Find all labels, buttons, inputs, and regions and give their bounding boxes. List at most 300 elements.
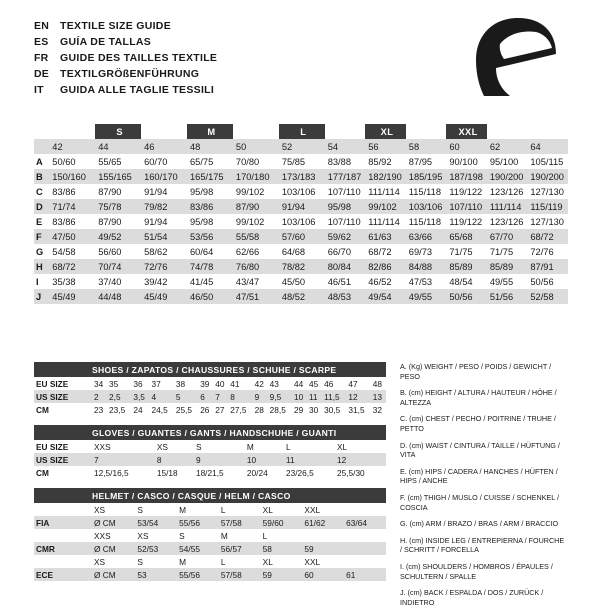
measurement-cell: 115/119	[527, 199, 568, 214]
measurement-cell: 63/66	[406, 229, 447, 244]
group-label-xl: XL	[365, 124, 406, 139]
measurement-cell: 87/90	[95, 214, 141, 229]
measurement-cell: 53/56	[187, 229, 233, 244]
legend-item: A. (Kg) WEIGHT / PESO / POIDS / GEWICHT / PESO	[400, 362, 552, 381]
size-cell-empty	[302, 529, 344, 542]
value-cell: L	[284, 440, 335, 453]
helmet-block-title: HELMET / CASCO / CASQUE / HELM / CASCO	[34, 488, 386, 503]
value-cell-empty	[344, 542, 386, 555]
helmet-block	[34, 488, 386, 581]
size-cell: XL	[261, 555, 303, 568]
shoes-eu-row	[34, 377, 386, 390]
row-label: CMR	[34, 542, 92, 555]
measurement-cell: 107/110	[325, 214, 366, 229]
size-cell: 62	[487, 139, 528, 154]
measurement-cell: 71/74	[49, 199, 95, 214]
measurement-cell: 65/75	[187, 154, 233, 169]
measurement-cell: 55/65	[95, 154, 141, 169]
size-cell: L	[219, 555, 261, 568]
measurement-cell: 107/110	[325, 184, 366, 199]
value-cell: 7	[92, 453, 155, 466]
language-row	[34, 34, 454, 50]
measurement-cell: 155/165	[95, 169, 141, 184]
measurement-cell: 111/114	[365, 214, 406, 229]
shoes-cm-row	[34, 403, 386, 416]
value-cell: 8	[155, 453, 194, 466]
row-label: CM	[34, 466, 92, 479]
row-label: E	[34, 214, 49, 229]
value-cell: XL	[335, 440, 386, 453]
language-row	[34, 66, 454, 82]
value-cell: 11	[307, 390, 322, 403]
row-label: FIA	[34, 516, 92, 529]
value-cell: 47	[346, 377, 370, 390]
value-cell: 61/62	[302, 516, 344, 529]
value-cell: 12	[346, 390, 370, 403]
measurement-cell: 37/40	[95, 274, 141, 289]
measurement-cell: 44/48	[95, 289, 141, 304]
value-cell: M	[245, 440, 284, 453]
measurement-cell: 50/60	[49, 154, 95, 169]
size-cell: 50	[233, 139, 279, 154]
measurement-cell: 49/52	[95, 229, 141, 244]
measurement-cell: 48/52	[279, 289, 325, 304]
measurement-cell: 107/110	[446, 199, 487, 214]
size-cell: M	[219, 529, 261, 542]
value-cell: 57/58	[219, 516, 261, 529]
row-label: H	[34, 259, 49, 274]
value-cell: 53/54	[135, 516, 177, 529]
helmet-cmr-size-row	[34, 529, 386, 542]
value-cell: 60	[302, 568, 344, 581]
helmet-ece-size-row	[34, 555, 386, 568]
measurement-cell: 55/58	[233, 229, 279, 244]
measurement-cell: 70/74	[95, 259, 141, 274]
measurement-cell: 68/72	[365, 244, 406, 259]
row-label-empty	[34, 529, 92, 542]
row-label: A	[34, 154, 49, 169]
shoes-us-row	[34, 390, 386, 403]
value-cell: 44	[292, 377, 307, 390]
table-row	[34, 274, 568, 289]
lower-blocks	[34, 362, 386, 581]
size-cell: XXS	[92, 529, 135, 542]
language-code: DE	[34, 68, 49, 80]
measurement-cell: 85/92	[365, 154, 406, 169]
measurement-cell: 65/68	[446, 229, 487, 244]
value-cell: 27	[213, 403, 228, 416]
value-cell: 31,5	[346, 403, 370, 416]
group-spacer	[49, 124, 95, 139]
row-label-empty	[34, 555, 92, 568]
value-cell: 54/55	[177, 542, 219, 555]
measurement-cell: 91/94	[141, 214, 187, 229]
measurement-cell: 59/62	[325, 229, 366, 244]
measurement-cell: 105/115	[527, 154, 568, 169]
measurement-cell: 103/106	[279, 184, 325, 199]
shoes-block	[34, 362, 386, 416]
measurement-cell: 49/54	[365, 289, 406, 304]
helmet-cmr-value-row	[34, 542, 386, 555]
measurement-cell: 87/95	[406, 154, 447, 169]
table-row	[34, 184, 568, 199]
measurement-cell: 78/82	[279, 259, 325, 274]
value-cell: 39	[198, 377, 213, 390]
value-cell: 56/57	[219, 542, 261, 555]
measurement-cell: 87/91	[527, 259, 568, 274]
gloves-cm-row	[34, 466, 386, 479]
measurement-table-body	[34, 154, 568, 304]
measurement-cell: 56/60	[95, 244, 141, 259]
measurement-cell: 80/84	[325, 259, 366, 274]
measurement-cell: 160/170	[141, 169, 187, 184]
row-label: I	[34, 274, 49, 289]
row-label-empty	[34, 503, 92, 516]
measurement-cell: 58/62	[141, 244, 187, 259]
measurement-cell: 61/63	[365, 229, 406, 244]
value-cell: 25,5	[174, 403, 198, 416]
gloves-us-row	[34, 453, 386, 466]
value-cell: 26	[198, 403, 213, 416]
measurement-cell: 190/200	[527, 169, 568, 184]
group-spacer	[527, 124, 568, 139]
value-cell: 40	[213, 377, 228, 390]
row-label: ECE	[34, 568, 92, 581]
measurement-cell: 66/70	[325, 244, 366, 259]
measurement-cell: 87/90	[233, 199, 279, 214]
value-cell: 11	[284, 453, 335, 466]
measurement-cell: 64/68	[279, 244, 325, 259]
size-cell: XS	[135, 529, 177, 542]
measurement-cell: 99/102	[365, 199, 406, 214]
measurement-cell: 111/114	[365, 184, 406, 199]
size-cell: XL	[261, 503, 303, 516]
measurement-cell: 85/89	[446, 259, 487, 274]
value-cell: 30,5	[322, 403, 346, 416]
measurement-cell: 51/54	[141, 229, 187, 244]
measurement-cell: 45/49	[49, 289, 95, 304]
row-label: EU SIZE	[34, 440, 92, 453]
measurement-cell: 79/82	[141, 199, 187, 214]
measurement-cell: 72/76	[527, 244, 568, 259]
row-label: US SIZE	[34, 453, 92, 466]
size-cell: 60	[446, 139, 487, 154]
language-title: TEXTILGRÖßENFÜHRUNG	[60, 68, 200, 80]
value-cell: XS	[155, 440, 194, 453]
measurement-cell: 119/122	[446, 214, 487, 229]
value-cell: 27,5	[228, 403, 252, 416]
measurement-cell: 111/114	[487, 199, 528, 214]
table-row	[34, 199, 568, 214]
measurement-cell: 99/102	[233, 184, 279, 199]
size-cell: 48	[187, 139, 233, 154]
value-cell: 41	[228, 377, 252, 390]
value-cell: 15/18	[155, 466, 194, 479]
measurement-cell: 62/66	[233, 244, 279, 259]
value-cell: 23	[92, 403, 107, 416]
measurement-cell: 115/118	[406, 214, 447, 229]
value-cell: 59	[302, 542, 344, 555]
value-cell: 10	[292, 390, 307, 403]
value-cell: 9	[253, 390, 268, 403]
value-cell: XXS	[92, 440, 155, 453]
table-row	[34, 244, 568, 259]
value-cell: 25,5/30	[335, 466, 386, 479]
value-cell: 23/26,5	[284, 466, 335, 479]
table-row	[34, 259, 568, 274]
value-cell: 35	[107, 377, 131, 390]
table-row	[34, 289, 568, 304]
measurement-cell: 52/58	[527, 289, 568, 304]
size-cell: 52	[279, 139, 325, 154]
measurement-cell: 71/75	[487, 244, 528, 259]
value-cell: 5	[174, 390, 198, 403]
value-cell: 7	[213, 390, 228, 403]
size-cell: 44	[95, 139, 141, 154]
gloves-eu-row	[34, 440, 386, 453]
value-cell: 46	[322, 377, 346, 390]
unit-cell: Ø CM	[92, 542, 135, 555]
measurement-cell: 46/52	[365, 274, 406, 289]
helmet-icon	[470, 14, 566, 106]
language-row	[34, 18, 454, 34]
language-row	[34, 82, 454, 98]
measurement-cell: 173/183	[279, 169, 325, 184]
measurement-cell: 83/86	[49, 184, 95, 199]
value-cell: 38	[174, 377, 198, 390]
value-cell: 57/58	[219, 568, 261, 581]
measurement-cell: 95/98	[187, 184, 233, 199]
helmet-fia-size-row	[34, 503, 386, 516]
value-cell: 23,5	[107, 403, 131, 416]
value-cell: 24,5	[150, 403, 174, 416]
value-cell: 28	[253, 403, 268, 416]
measurement-cell: 74/78	[187, 259, 233, 274]
measurement-cell: 115/118	[406, 184, 447, 199]
table-size-row	[34, 139, 568, 154]
legend-item: F. (cm) THIGH / MUSLO / CUISSE / SCHENKEL / COSCIA	[400, 492, 559, 512]
unit-cell: Ø CM	[92, 568, 135, 581]
size-row-label	[34, 139, 49, 154]
group-spacer	[233, 124, 279, 139]
measurement-cell: 57/60	[279, 229, 325, 244]
table-group-header-row	[34, 124, 568, 139]
measurement-cell: 43/47	[233, 274, 279, 289]
measurement-cell: 46/50	[187, 289, 233, 304]
measurement-cell: 45/49	[141, 289, 187, 304]
value-cell: 18/21,5	[194, 466, 245, 479]
group-spacer	[141, 124, 187, 139]
measurement-cell: 182/190	[365, 169, 406, 184]
language-code: EN	[34, 20, 49, 32]
language-row	[34, 50, 454, 66]
row-label: G	[34, 244, 49, 259]
value-cell: 3,5	[131, 390, 149, 403]
measurement-cell: 127/130	[527, 184, 568, 199]
measurement-cell: 75/85	[279, 154, 325, 169]
measurement-cell: 119/122	[446, 184, 487, 199]
language-title: GUÍA DE TALLAS	[60, 36, 152, 48]
value-cell: 59/60	[261, 516, 303, 529]
measurement-cell: 95/100	[487, 154, 528, 169]
value-cell: 58	[261, 542, 303, 555]
table-row	[34, 214, 568, 229]
helmet-ece-value-row	[34, 568, 386, 581]
measurement-cell: 70/80	[233, 154, 279, 169]
measurement-cell: 190/200	[487, 169, 528, 184]
size-cell: 54	[325, 139, 366, 154]
measurement-cell: 83/88	[325, 154, 366, 169]
group-label-xxl: XXL	[446, 124, 487, 139]
header-language-list	[34, 18, 454, 98]
language-code: ES	[34, 36, 49, 48]
legend-item: E. (cm) HIPS / CADERA / HANCHES / HÜFTEN / HIPS / ANCHE	[400, 466, 558, 486]
value-cell: 28,5	[268, 403, 292, 416]
value-cell: 12	[335, 453, 386, 466]
size-cell: 56	[365, 139, 406, 154]
measurement-cell: 60/64	[187, 244, 233, 259]
measurement-cell: 47/51	[233, 289, 279, 304]
measurement-cell: 95/98	[187, 214, 233, 229]
measurement-cell: 91/94	[141, 184, 187, 199]
value-cell: 24	[131, 403, 149, 416]
unit-cell: Ø CM	[92, 516, 135, 529]
measurement-cell: 49/55	[406, 289, 447, 304]
row-label: CM	[34, 403, 92, 416]
size-cell: 64	[527, 139, 568, 154]
measurement-cell: 170/180	[233, 169, 279, 184]
measurement-cell: 45/50	[279, 274, 325, 289]
measurement-cell: 67/70	[487, 229, 528, 244]
value-cell: 2	[92, 390, 107, 403]
language-code: FR	[34, 52, 49, 64]
group-label-m: M	[187, 124, 233, 139]
measurement-cell: 85/89	[487, 259, 528, 274]
size-cell: M	[177, 555, 219, 568]
measurement-cell: 91/94	[279, 199, 325, 214]
measurement-cell: 47/53	[406, 274, 447, 289]
legend-item: H. (cm) INSIDE LEG / ENTREPIERNA / FOURCHE / SCHRITT / FORCELLA	[400, 535, 565, 555]
row-label: F	[34, 229, 49, 244]
measurement-cell: 99/102	[233, 214, 279, 229]
measurement-cell: 71/75	[446, 244, 487, 259]
value-cell: 30	[307, 403, 322, 416]
size-cell: S	[177, 529, 219, 542]
helmet-fia-value-row	[34, 516, 386, 529]
value-cell: 48	[371, 377, 386, 390]
size-cell: XS	[92, 503, 135, 516]
value-cell: 52/53	[135, 542, 177, 555]
measurement-cell: 103/106	[406, 199, 447, 214]
measurement-cell: 54/58	[49, 244, 95, 259]
measurement-cell: 150/160	[49, 169, 95, 184]
value-cell: 53	[135, 568, 177, 581]
row-label: J	[34, 289, 49, 304]
value-cell: 12,5/16,5	[92, 466, 155, 479]
measurement-cell: 50/56	[446, 289, 487, 304]
measurement-cell: 185/195	[406, 169, 447, 184]
language-title: TEXTILE SIZE GUIDE	[60, 20, 171, 32]
measurement-cell: 83/86	[49, 214, 95, 229]
measurement-cell: 87/90	[95, 184, 141, 199]
gloves-block	[34, 425, 386, 479]
measurement-cell: 165/175	[187, 169, 233, 184]
group-label-s: S	[95, 124, 141, 139]
measurement-cell: 76/80	[233, 259, 279, 274]
group-label-l: L	[279, 124, 325, 139]
measurement-cell: 123/126	[487, 184, 528, 199]
group-spacer	[406, 124, 447, 139]
row-label: C	[34, 184, 49, 199]
size-cell: XS	[92, 555, 135, 568]
value-cell: 55/56	[177, 516, 219, 529]
measurement-cell: 127/130	[527, 214, 568, 229]
size-cell: 58	[406, 139, 447, 154]
measurement-cell: 95/98	[325, 199, 366, 214]
value-cell: 8	[228, 390, 252, 403]
measurement-cell: 35/38	[49, 274, 95, 289]
row-label: B	[34, 169, 49, 184]
language-title: GUIDA ALLE TAGLIE TESSILI	[60, 84, 215, 96]
value-cell: 11,5	[322, 390, 346, 403]
language-title: GUIDE DES TAILLES TEXTILE	[60, 52, 218, 64]
legend-item: B. (cm) HEIGHT / ALTURA / HAUTEUR / HÖHE / ALTEZZA	[400, 388, 557, 407]
value-cell: 55/56	[177, 568, 219, 581]
legend-list	[400, 362, 568, 614]
measurement-cell: 103/106	[279, 214, 325, 229]
shoes-block-title: SHOES / ZAPATOS / CHAUSSURES / SCHUHE / SCARPE	[34, 362, 386, 377]
legend-item: C. (cm) CHEST / PECHO / POITRINE / TRUHE / PETTO	[400, 414, 556, 433]
value-cell: S	[194, 440, 245, 453]
value-cell: 9	[194, 453, 245, 466]
measurement-cell: 39/42	[141, 274, 187, 289]
measurement-cell: 187/198	[446, 169, 487, 184]
measurement-cell: 90/100	[446, 154, 487, 169]
value-cell: 37	[150, 377, 174, 390]
measurement-cell: 83/86	[187, 199, 233, 214]
size-cell: XXL	[302, 503, 344, 516]
measurement-cell: 46/51	[325, 274, 366, 289]
measurement-cell: 84/88	[406, 259, 447, 274]
size-cell: 42	[49, 139, 95, 154]
value-cell: 20/24	[245, 466, 284, 479]
measurement-cell: 72/76	[141, 259, 187, 274]
measurement-cell: 48/53	[325, 289, 366, 304]
measurement-cell: 68/72	[49, 259, 95, 274]
value-cell: 32	[371, 403, 386, 416]
value-cell: 6	[198, 390, 213, 403]
measurement-cell: 68/72	[527, 229, 568, 244]
value-cell: 36	[131, 377, 149, 390]
size-cell: 46	[141, 139, 187, 154]
group-spacer	[487, 124, 528, 139]
row-label: US SIZE	[34, 390, 92, 403]
size-cell: M	[177, 503, 219, 516]
measurement-table	[34, 124, 568, 304]
measurement-cell: 177/187	[325, 169, 366, 184]
value-cell: 29	[292, 403, 307, 416]
legend-item: D. (cm) WAIST / CINTURA / TAILLE / HÜFTUNG / VITA	[400, 440, 560, 460]
measurement-cell: 75/78	[95, 199, 141, 214]
gloves-block-title: GLOVES / GUANTES / GANTS / HANDSCHUHE / GUANTI	[34, 425, 386, 440]
value-cell: 42	[253, 377, 268, 390]
size-cell: S	[135, 555, 177, 568]
size-cell: L	[261, 529, 303, 542]
value-cell: 4	[150, 390, 174, 403]
group-spacer	[325, 124, 366, 139]
value-cell: 13	[371, 390, 386, 403]
measurement-cell: 51/56	[487, 289, 528, 304]
